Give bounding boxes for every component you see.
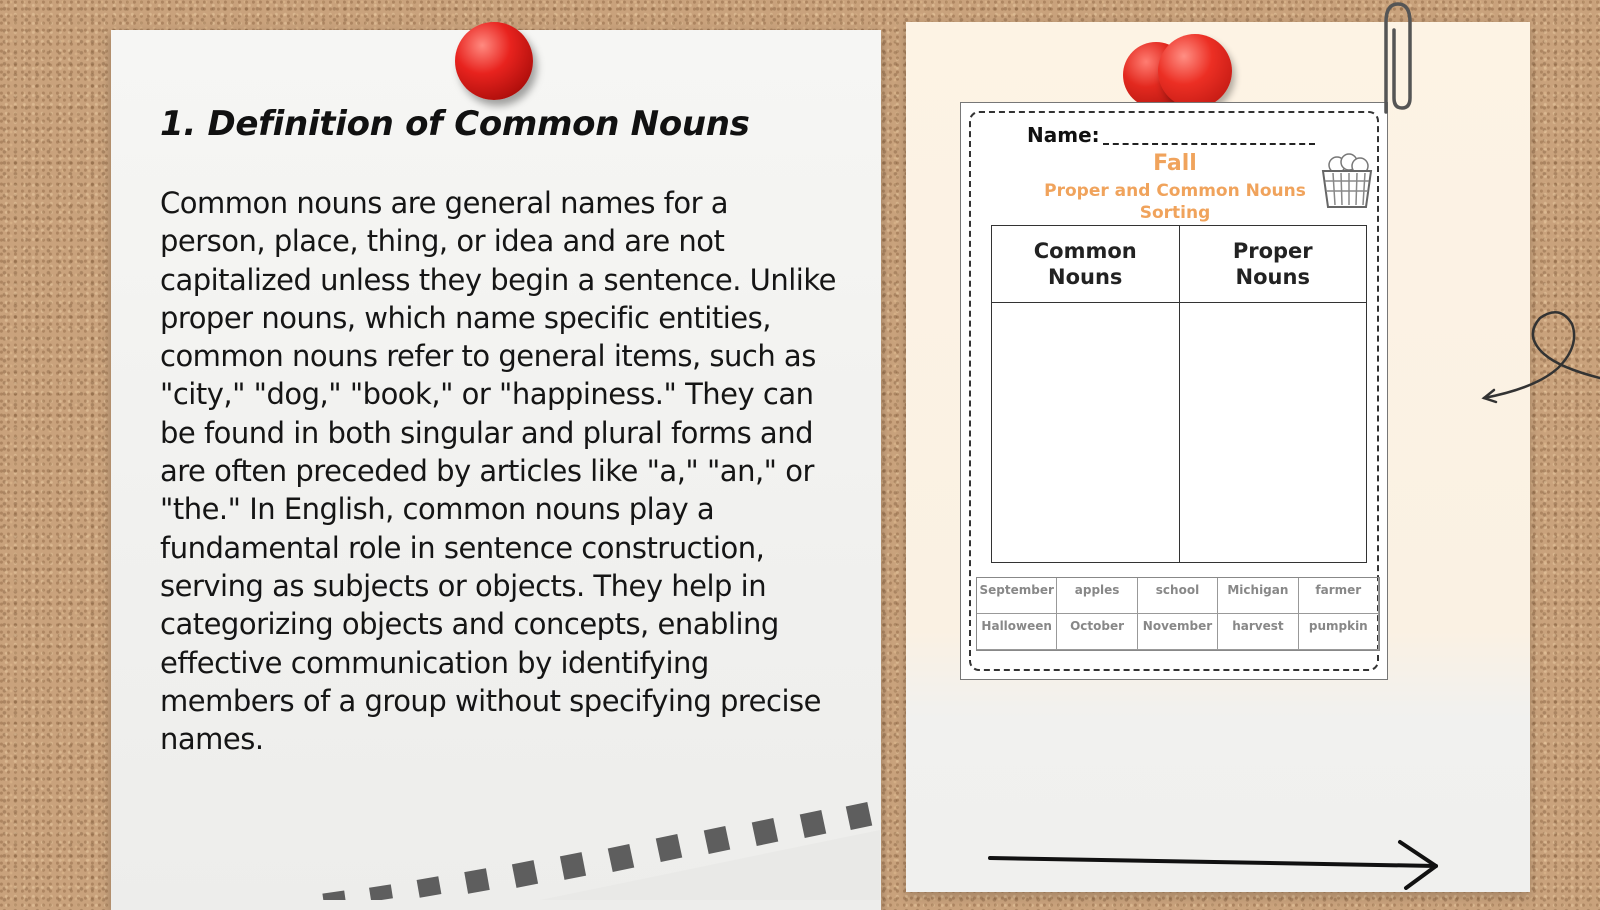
word-bank-cell: Halloween [977, 614, 1057, 650]
column-body-common [992, 303, 1179, 562]
arrow-right-icon [986, 838, 1446, 890]
worksheet-name-line [1103, 143, 1315, 145]
word-bank-cell: Michigan [1218, 578, 1298, 614]
word-bank-cell: pumpkin [1299, 614, 1379, 650]
basket-icon [1319, 151, 1375, 211]
paperclip-icon [1378, 0, 1418, 118]
column-header-proper: Proper Nouns [1180, 226, 1367, 303]
pushpin-icon [1158, 34, 1232, 108]
worksheet-name-label: Name: [1027, 123, 1100, 147]
column-header-common: Common Nouns [992, 226, 1179, 303]
worksheet-title-sorting: Sorting [1139, 203, 1211, 223]
section-heading: 1. Definition of Common Nouns [160, 104, 750, 144]
proper-nouns-column [1179, 226, 1367, 562]
pushpin-icon [455, 22, 533, 100]
sorting-table [991, 225, 1367, 563]
common-nouns-column [992, 226, 1179, 562]
definition-text: Common nouns are general names for a person, place, thing, or idea and are not capitalized unless they begin a sentence. Unlike proper nouns, which name specific entities, common nouns refer to general items, such as "city," "dog," "book," or "happiness." They can be found in both singular and plural forms and are often preceded by articles like "a," "an," or "the." In English, common nouns play a fundamental role in sentence construction, serving as subjects or objects. They help in categorizing objects and concepts, enabling effective communication by identifying members of a group without specifying precise names. [160, 186, 836, 757]
worksheet-title-fall: Fall [1153, 151, 1197, 176]
word-bank-cell: harvest [1218, 614, 1298, 650]
worksheet-title-subject: Proper and Common Nouns [1044, 181, 1306, 201]
word-bank-cell: farmer [1299, 578, 1379, 614]
scribble-arrow-icon [1480, 306, 1600, 406]
column-body-proper [1180, 303, 1367, 562]
word-bank [976, 577, 1380, 651]
word-bank-cell: school [1138, 578, 1218, 614]
word-bank-cell: October [1057, 614, 1137, 650]
word-bank-cell: apples [1057, 578, 1137, 614]
word-bank-cell: November [1138, 614, 1218, 650]
word-bank-cell: September [977, 578, 1057, 614]
worksheet-image [960, 102, 1388, 680]
